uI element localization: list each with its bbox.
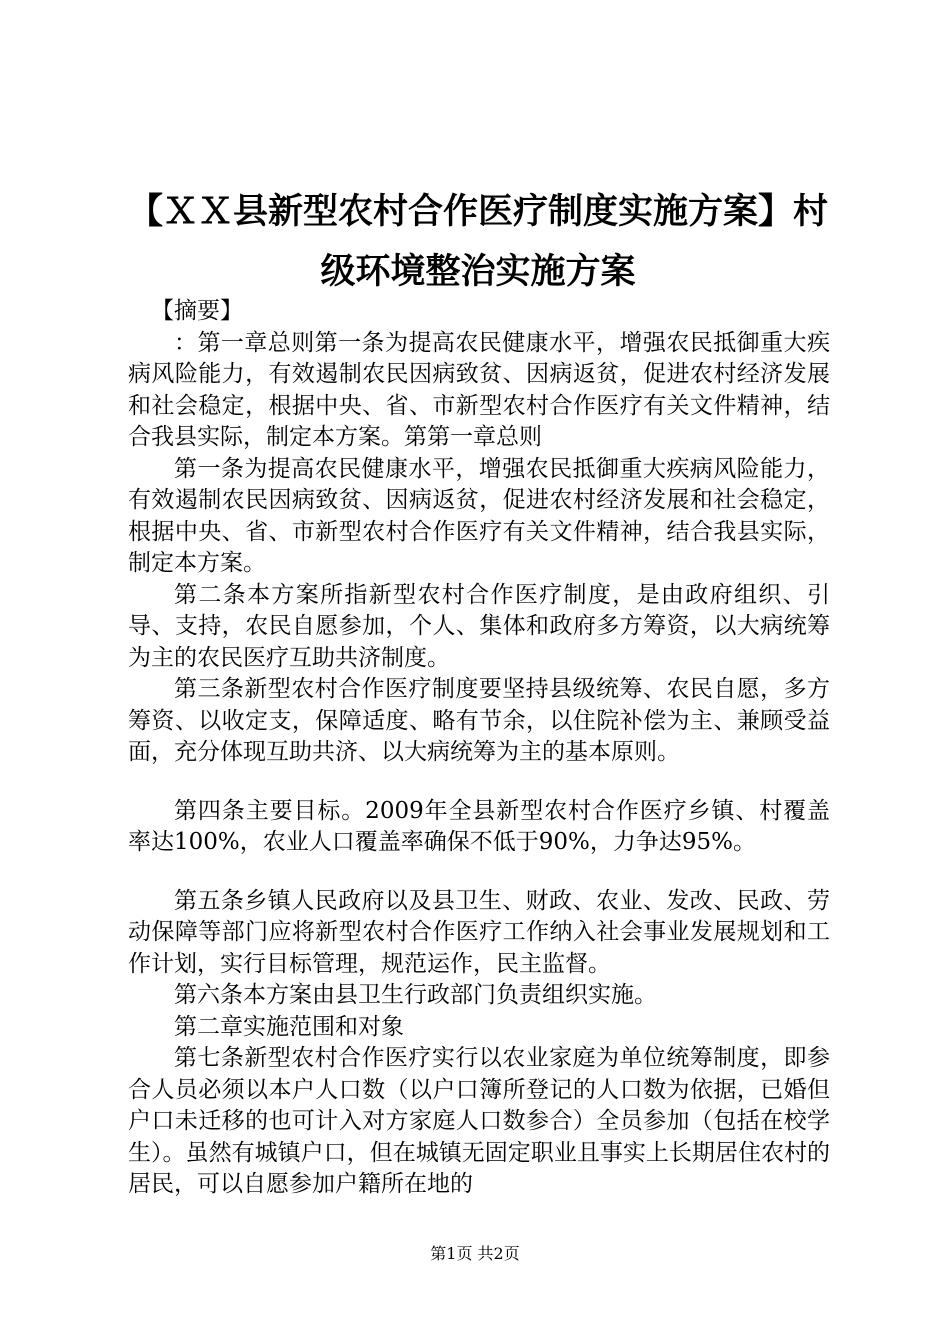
abstract-text: ：第一章总则第一条为提高农民健康水平，增强农民抵御重大疾病风险能力，有效遏制农民因病致贫、因病返贫，促进农村经济发展和社会稳定，根据中央、省、市新型农村合作医疗有关文件精神，结合我县实际，制定本方案。第第一章总则 [128, 329, 830, 450]
paragraph-article-5: 第五条乡镇人民政府以及县卫生、财政、农业、发改、民政、劳动保障等部门应将新型农村合作医疗工作纳入社会事业发展规划和工作计划，实行目标管理，规范运作，民主监督。 [128, 887, 830, 977]
paragraph-article-3: 第三条新型农村合作医疗制度要坚持县级统筹、农民自愿，多方筹资、以收定支，保障适度、略有节余，以住院补偿为主、兼顾受益面，充分体现互助共济、以大病统筹为主的基本原则。 [128, 676, 830, 765]
chapter-heading-2: 第二章实施范围和对象 [174, 1013, 404, 1040]
paragraph-article-4: 第四条主要目标。2009年全县新型农村合作医疗乡镇、村覆盖率达100%，农业人口覆盖率确保不低于90%，力争达95%。 [128, 797, 830, 855]
paragraph-article-7: 第七条新型农村合作医疗实行以农业家庭为单位统筹制度，即参合人员必须以本户人口数（以户口簿所登记的人口数为依据，已婚但户口未迁移的也可计入对方家庭人口数参合）全员参加（包括在校学生）。虽然有城镇户口，但在城镇无固定职业且事实上长期居住农村的居民，可以自愿参加户籍所在地的 [128, 1045, 830, 1197]
abstract-label: 【摘要】 [151, 298, 243, 324]
paragraph-article-6: 第六条本方案由县卫生行政部门负责组织实施。 [174, 982, 657, 1008]
document-title: 【ＸＸ县新型农村合作医疗制度实施方案】村级环境整治实施方案 [128, 191, 829, 292]
paragraph-article-2: 第二条本方案所指新型农村合作医疗制度，是由政府组织、引导、支持，农民自愿参加，个人、集体和政府多方筹资，以大病统筹为主的农民医疗互助共济制度。 [128, 581, 830, 671]
document-body [128, 296, 830, 1201]
page-footer: 第1页 共2页 [430, 1244, 520, 1263]
paragraph-article-1: 第一条为提高农民健康水平，增强农民抵御重大疾病风险能力，有效遏制农民因病致贫、因病返贫，促进农村经济发展和社会稳定，根据中央、省、市新型农村合作医疗有关文件精神，结合我县实际，制定本方案。 [128, 455, 830, 576]
